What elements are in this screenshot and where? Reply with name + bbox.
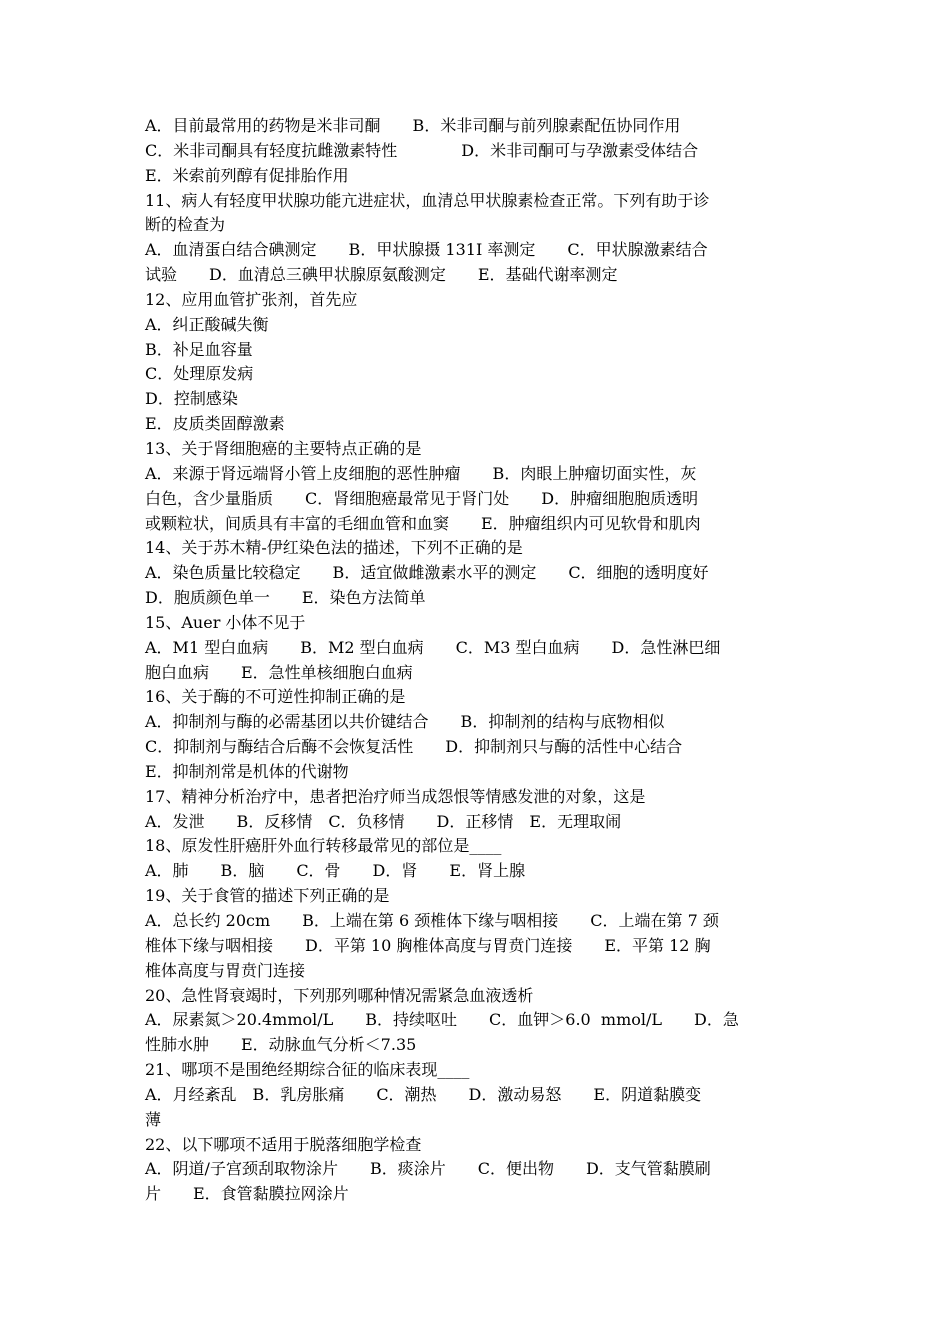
text-line: 椎体高度与胃贲门连接 [145,960,306,980]
text-line: A．纠正酸碱失衡 [145,314,269,334]
text-line: A．月经紊乱 B．乳房胀痛 C．潮热 D．激动易怒 E．阴道黏膜变 [145,1084,702,1104]
text-line: A．抑制剂与酶的必需基团以共价键结合 B．抑制剂的结构与底物相似 [145,712,665,732]
text-line: A．M1 型白血病 B．M2 型白血病 C．M3 型白血病 D．急性淋巴细 [145,637,721,657]
question-14: 14、关于苏木精-伊红染色法的描述，下列不正确的是 [145,538,523,558]
text-line: E．皮质类固醇激素 [145,414,285,434]
text-line: C．处理原发病 [145,364,254,384]
text-line: C．抑制剂与酶结合后酶不会恢复活性 D．抑制剂只与酶的活性中心结合 [145,737,683,757]
text-line: A．肺 B．脑 C．骨 D．肾 E．肾上腺 [145,861,526,881]
text-line: 或颗粒状，间质具有丰富的毛细血管和血窦 E．肿瘤组织内可见软骨和肌肉 [145,513,701,533]
text-line: E．抑制剂常是机体的代谢物 [145,761,349,781]
text-line: A．总长约 20cm B．上端在第 6 颈椎体下缘与咽相接 C．上端在第 7 颈 [145,911,719,930]
document-body [145,114,807,1207]
text-line: A．来源于肾远端肾小管上皮细胞的恶性肿瘤 B．肉眼上肿瘤切面实性，灰 [145,463,697,483]
text-line: C．米非司酮具有轻度抗雌激素特性 D．米非司酮可与孕激素受体结合 [145,140,699,160]
question-19: 19、关于食管的描述下列正确的是 [145,886,390,906]
text-line: A．血清蛋白结合碘测定 B．甲状腺摄 131I 率测定 C．甲状腺激素结合 [145,240,708,260]
text-line: D．胞质颜色单一 E．染色方法简单 [145,588,426,608]
text-line: A．阴道/子宫颈刮取物涂片 B．痰涂片 C．便出物 D．支气管黏膜刷 [145,1159,711,1179]
question-20: 20、急性肾衰竭时，下列那列哪种情况需紧急血液透析 [145,985,534,1005]
text-line: E．米索前列醇有促排胎作用 [145,165,349,185]
text-line: A．目前最常用的药物是米非司酮 B．米非司酮与前列腺素配伍协同作用 [145,116,681,135]
text-line: 性肺水肿 E．动脉血气分析＜7.35 [145,1035,417,1055]
text-line: 片 E．食管黏膜拉网涂片 [145,1184,349,1204]
question-15: 15、Auer 小体不见于 [145,612,306,632]
text-line: 白色，含少量脂质 C．肾细胞癌最常见于肾门处 D．肿瘤细胞胞质透明 [145,488,699,508]
text-line: 断的检查为 [145,215,226,235]
question-22: 22、以下哪项不适用于脱落细胞学检查 [145,1134,422,1154]
question-16: 16、关于酶的不可逆性抑制正确的是 [145,687,406,707]
question-13: 13、关于肾细胞癌的主要特点正确的是 [145,438,422,458]
text-line: A．尿素氮＞20.4mmol/L B．持续呕吐 C．血钾＞6.0 mmol/L D．急 [145,1010,739,1030]
text-line: 试验 D．血清总三碘甲状腺原氨酸测定 E．基础代谢率测定 [145,265,618,285]
text-line: B．补足血容量 [145,339,253,359]
question-11: 11、病人有轻度甲状腺功能亢进症状，血清总甲状腺素检查正常。下列有助于诊 [145,190,710,210]
question-12: 12、应用血管扩张剂，首先应 [145,289,358,309]
question-21: 21、哪项不是围绝经期综合征的临床表现____ [145,1060,470,1080]
text-line: D．控制感染 [145,389,238,409]
text-line: A．发泄 B．反移情 C．负移情 D．正移情 E．无理取闹 [145,811,622,831]
question-18: 18、原发性肝癌肝外血行转移最常见的部位是____ [145,836,502,856]
question-17: 17、精神分析治疗中，患者把治疗师当成怨恨等情感发泄的对象，这是 [145,786,646,806]
text-line: 薄 [145,1109,162,1129]
text-line: 椎体下缘与咽相接 D．平第 10 胸椎体高度与胃贲门连接 E．平第 12 胸 [145,935,711,955]
text-line: 胞白血病 E．急性单核细胞白血病 [145,662,413,682]
text-line: A．染色质量比较稳定 B．适宜做雌激素水平的测定 C．细胞的透明度好 [145,563,709,583]
